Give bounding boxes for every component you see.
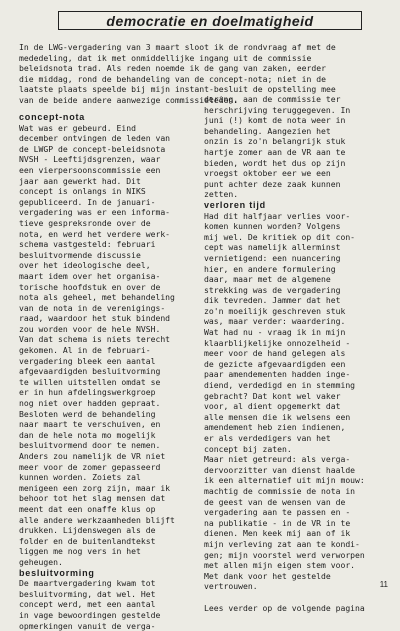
section-heading: concept-nota: [19, 112, 199, 123]
text-line: concept werd, met een aantal: [19, 599, 199, 610]
text-line: die middag, rond de behandeling van de concept-nota; niet in de: [19, 74, 383, 85]
text-line: opmerkingen vanuit de verga-: [19, 621, 199, 631]
text-line: er in hun afdelingswerkgroep: [19, 387, 199, 398]
text-line: jaar aan gewerkt had. Dit: [19, 176, 199, 187]
text-line: mededeling, dat ik met onmiddellijke ingang uit de commissie: [19, 53, 383, 64]
text-line: zo'n moeilijk geschreven stuk: [204, 306, 389, 317]
text-line: dik tevreden. Jammer dat het: [204, 295, 389, 306]
text-line: vroegst oktober eer we een: [204, 168, 389, 179]
text-line: meer voor de hand gelegen als: [204, 348, 389, 359]
text-line: vertrouwen.: [204, 581, 389, 592]
text-line: geheugen.: [19, 557, 199, 568]
text-line: de gezicte afgevaardigden een: [204, 359, 389, 370]
text-line: liggen me nog vers in het: [19, 546, 199, 557]
text-line: beleidsnota trad. Als reden noemde ik de gang van zaken, eerder: [19, 63, 383, 74]
text-line: nota, en werd het verdere werk-: [19, 229, 199, 240]
text-line: gekomen. Al in de februari-: [19, 345, 199, 356]
text-line: van de beide andere aanwezige commissieleden.: [19, 95, 383, 106]
text-line: De maartvergadering kwam tot: [19, 578, 199, 589]
text-line: er als verdedigers van het: [204, 433, 389, 444]
text-line: amendement heb zien indienen,: [204, 422, 389, 433]
text-line: Van dat schema is niets terecht: [19, 334, 199, 345]
text-line: ik een alternatief uit mijn mouw:: [204, 475, 389, 486]
text-line: Wat was er gebeurd. Eind: [19, 123, 199, 134]
text-line: paar amendementen hadden inge-: [204, 369, 389, 380]
text-line: menigeen een zorg zijn, maar ik: [19, 483, 199, 494]
text-line: afgevaardigden besluitvorming: [19, 366, 199, 377]
text-line: alle mensen die ik welsens een: [204, 412, 389, 423]
text-line: mijn verleving zat aan te kondi-: [204, 539, 389, 550]
text-line: na publikatie - in de VR in te: [204, 518, 389, 529]
right-column: [204, 94, 389, 613]
text-line: cept was namelijk allerminst: [204, 242, 389, 253]
text-line: behandeling. Aangezien het: [204, 126, 389, 137]
article-title: democratie en doelmatigheid: [106, 13, 313, 29]
text-line: hier, en andere formulering: [204, 264, 389, 275]
text-line: besluitvormende discussie: [19, 250, 199, 261]
text-line: over het ideologische deel,: [19, 260, 199, 271]
text-line: nota als geheel, met behandeling: [19, 292, 199, 303]
text-line: behoor tot het slag mensen dat: [19, 493, 199, 504]
text-line: machtig de commissie de nota in: [204, 486, 389, 497]
text-line: [204, 592, 389, 603]
text-line: voor, al dient opgemerkt dat: [204, 401, 389, 412]
text-line: naar maart te verschuiven, en: [19, 419, 199, 430]
text-line: gepubliceerd. In de januari-: [19, 197, 199, 208]
text-line: vergadering was er een informa-: [19, 207, 199, 218]
text-line: te willen uitstellen omdat se: [19, 377, 199, 388]
text-line: dervoorzitter van dienst haalde: [204, 465, 389, 476]
text-line: hartje zomer aan de VR aan te: [204, 147, 389, 158]
text-line: NVSH - Leeftijdsgrenzen, waar: [19, 154, 199, 165]
text-line: mij wel. De kritiek op dit con-: [204, 232, 389, 243]
text-line: meer voor de zomer gepasseerd: [19, 462, 199, 473]
text-line: Had dit halfjaar verlies voor-: [204, 211, 389, 222]
text-line: dering, aan de commissie ter: [204, 94, 389, 105]
text-line: was, maar verder: waardering.: [204, 316, 389, 327]
text-line: zou worden voor de hele NVSH.: [19, 324, 199, 335]
text-line: gebracht? Dat kont wel vaker: [204, 391, 389, 402]
left-column: [19, 112, 199, 631]
text-line: vernietigend: een nuancering: [204, 253, 389, 264]
text-line: punt achter deze zaak kunnen: [204, 179, 389, 190]
text-line: juni (!) komt de nota weer in: [204, 115, 389, 126]
text-line: de geest van de wensen van de: [204, 497, 389, 508]
text-line: kunnen worden. Zoiets zal: [19, 472, 199, 483]
text-line: tieve gespreksronde over de: [19, 218, 199, 229]
text-line: maart idem over het organisa-: [19, 271, 199, 282]
text-line: concept bij zaten.: [204, 444, 389, 455]
text-line: klaarblijkelijke onnozelheid -: [204, 338, 389, 349]
text-line: komen kunnen worden? Volgens: [204, 221, 389, 232]
text-line: Maar niet getreurd: als verga-: [204, 454, 389, 465]
text-line: strekking was de vergadering: [204, 285, 389, 296]
text-line: Lees verder op de volgende pagina: [204, 603, 389, 614]
text-line: vergadering bleek een aantal: [19, 356, 199, 367]
text-line: dan de hele nota mo mogelijk: [19, 430, 199, 441]
text-line: een vierpersoonscommissie een: [19, 165, 199, 176]
text-line: laatste plaats speelde bij mijn instant-besluit de opstelling mee: [19, 84, 383, 95]
text-line: vergadering aan te passen en -: [204, 507, 389, 518]
text-line: alle andere werkzaamheden blijft: [19, 515, 199, 526]
text-line: zetten.: [204, 189, 389, 200]
section-heading: verloren tijd: [204, 200, 389, 211]
text-line: meent dat een onaffe klus op: [19, 504, 199, 515]
text-line: in vage bewoordingen gestelde: [19, 610, 199, 621]
article-title-box: [58, 11, 362, 30]
text-line: herschrijving teruggegeven. In: [204, 105, 389, 116]
text-line: onzin is zo'n belangrijk stuk: [204, 136, 389, 147]
text-line: daar, maar met de algemene: [204, 274, 389, 285]
text-line: torische hoofdstuk en over de: [19, 282, 199, 293]
text-line: besluitvormend door te nemen.: [19, 440, 199, 451]
text-line: diend, verdedigd en in stemming: [204, 380, 389, 391]
text-line: Anders zou namelijk de VR niet: [19, 451, 199, 462]
text-line: Besloten werd de behandeling: [19, 409, 199, 420]
section-heading: besluitvorming: [19, 568, 199, 579]
text-line: met allen mijn eigen stem voor.: [204, 560, 389, 571]
text-line: Wat had nu - vraag ik in mijn: [204, 327, 389, 338]
text-line: In de LWG-vergadering van 3 maart sloot ik de rondvraag af met de: [19, 42, 383, 53]
text-line: drukken. Lijdenswegen als de: [19, 525, 199, 536]
text-line: besluitvorming, dat wel. Het: [19, 589, 199, 600]
text-line: nog niet over hadden gepraat.: [19, 398, 199, 409]
text-line: gen; mijn voorstel werd verworpen: [204, 550, 389, 561]
page-number: 11: [380, 580, 388, 589]
text-line: raad, waardoor het stuk bindend: [19, 313, 199, 324]
text-line: Met dank voor het gestelde: [204, 571, 389, 582]
text-line: de LWGP de concept-beleidsnota: [19, 144, 199, 155]
text-line: bieden, wordt het dus op zijn: [204, 158, 389, 169]
text-line: december ontvingen de leden van: [19, 133, 199, 144]
text-line: folder en de buitenlandtekst: [19, 536, 199, 547]
text-line: schema vastgesteld: februari: [19, 239, 199, 250]
text-line: van de nota in de verenigings-: [19, 303, 199, 314]
text-line: concept is onlangs in NIKS: [19, 186, 199, 197]
text-line: dienen. Men keek mij aan of ik: [204, 528, 389, 539]
